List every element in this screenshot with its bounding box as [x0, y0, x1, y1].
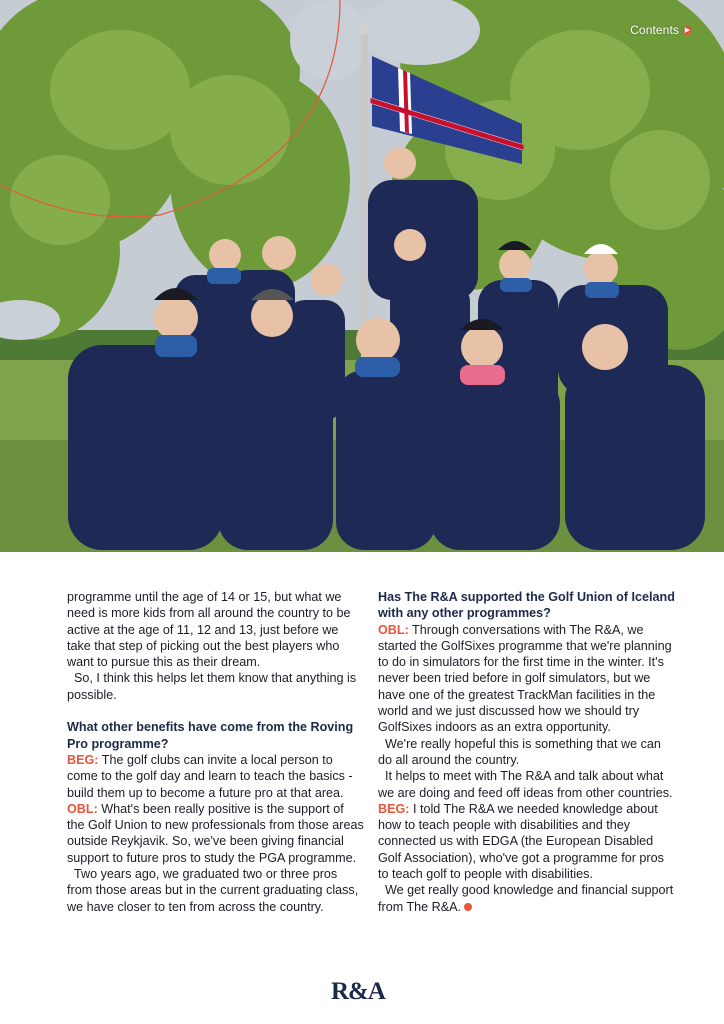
arrow-circle-icon: ▶: [684, 26, 691, 34]
answer-paragraph: [67, 752, 364, 801]
answer-paragraph: [378, 622, 675, 736]
contents-label: Contents: [630, 23, 679, 37]
answer-text: The golf clubs can invite a local person to come to the golf day and learn to teach the basics - build them up to become a future pro at that area.: [67, 752, 353, 800]
speaker-label: BEG:: [67, 752, 99, 767]
right-column: [378, 589, 675, 915]
paragraph: It helps to meet with The R&A and talk about what we are doing and feed off ideas from other countries.: [378, 769, 673, 800]
paragraph: Two years ago, we graduated two or three pros from those areas but in the current graduating class, we have closer to ten from across the country.: [67, 867, 359, 914]
answer-text: Through conversations with The R&A, we started the GolfSixes programme that we're planning to do in simulators for the first time in the winter. It's never been tried before in golf simulators, but we have one of the greatest TrackMan facilities in the world and we just discussed how we should try GolfSixes indoors as an extra opportunity.: [378, 622, 672, 735]
paragraph: programme until the age of 14 or 15, but what we need is more kids from all around the country to be active at the age of 11, 12 and 13, just before we take that step of picking out the best players who want to pursue this as their dream.: [67, 590, 351, 670]
closing-text: We get really good knowledge and financial support from The R&A.: [378, 883, 674, 914]
answer-paragraph: [378, 801, 675, 882]
end-mark-icon: [464, 903, 472, 911]
paragraph: [378, 882, 675, 915]
paragraph: We're really hopeful this is something that we can do all around the country.: [378, 736, 661, 767]
ra-logo: R&A: [331, 978, 385, 1005]
paragraph: So, I think this helps let them know that anything is possible.: [67, 671, 357, 702]
contents-link[interactable]: [630, 23, 692, 37]
speaker-label: OBL:: [378, 622, 409, 637]
speaker-label: BEG:: [378, 801, 410, 816]
answer-text: What's been really positive is the support of the Golf Union to new professionals from those areas outside Reykjavik. So, we've been giving financial support to future pros to study the PGA programme.: [67, 801, 364, 865]
speaker-label: OBL:: [67, 801, 98, 816]
answer-text: I told The R&A we needed knowledge about how to teach people with disabilities and they connected us with EDGA (the European Disabled Golf Association), who've got a programme for pros to teach golf to people with disabilities.: [378, 801, 664, 882]
answer-paragraph: [67, 801, 364, 866]
section-heading: What other benefits have come from the Roving Pro programme?: [67, 720, 354, 751]
left-column: [67, 589, 364, 915]
section-heading: Has The R&A supported the Golf Union of Iceland with any other programmes?: [378, 590, 675, 621]
